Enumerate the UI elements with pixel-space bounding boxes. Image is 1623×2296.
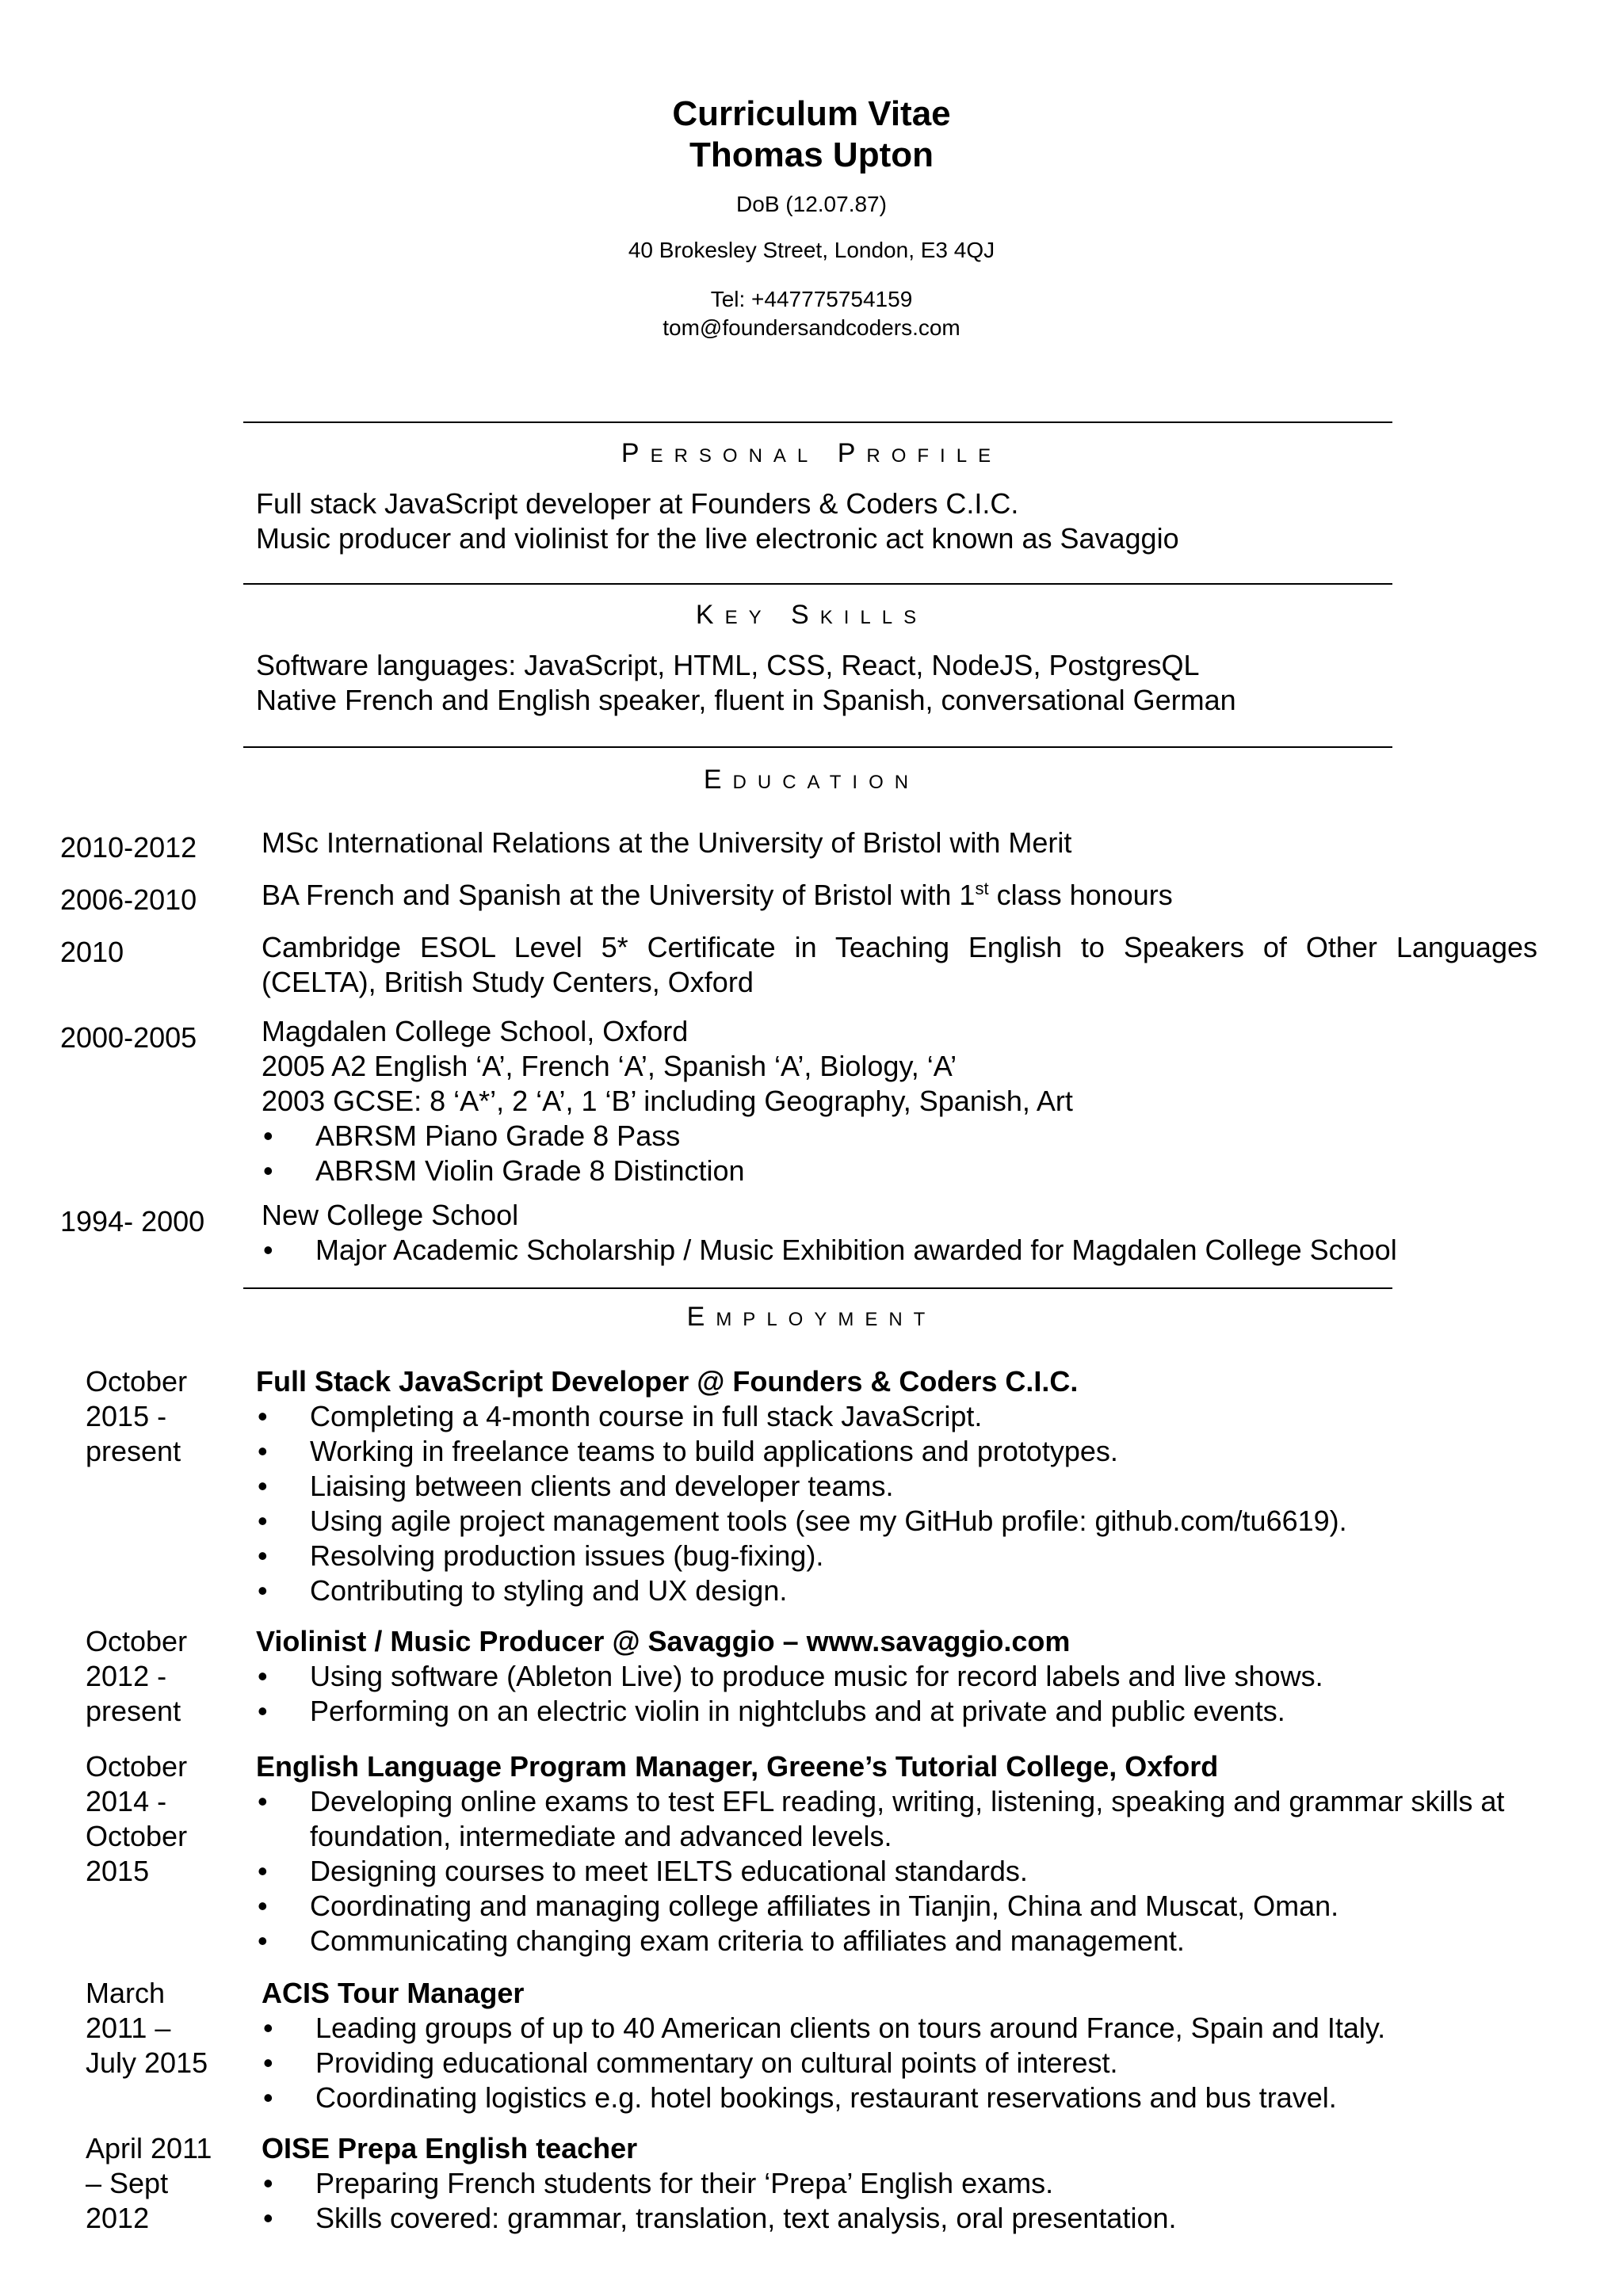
job-title: English Language Program Manager, Greene’s Tutorial College, Oxford [256, 1750, 1219, 1783]
employment-date-line: October [86, 1625, 188, 1657]
date-of-birth: DoB (12.07.87) [736, 192, 887, 216]
list-item [256, 1784, 1508, 1854]
list-item [256, 1434, 1540, 1469]
section-heading-education: Education [703, 765, 920, 795]
employment-date-line: 2015 - [86, 1400, 167, 1432]
bullet-icon: • [258, 1695, 268, 1727]
list-item [256, 1924, 1508, 1958]
education-date: 2000-2005 [60, 1021, 197, 1054]
employment-date-line: July 2015 [86, 2046, 208, 2079]
list-item-text: Using software (Ableton Live) to produce music for record labels and live shows. [310, 1660, 1323, 1692]
document-title: Curriculum Vitae [672, 94, 951, 133]
section-divider [243, 421, 1392, 423]
list-item [262, 1233, 1537, 1268]
list-item-text: Performing on an electric violin in nightclubs and at private and public events. [310, 1695, 1285, 1727]
list-item-text: Working in freelance teams to build applications and prototypes. [310, 1435, 1118, 1467]
employment-details [262, 2131, 1545, 2236]
bullet-icon: • [263, 2202, 273, 2234]
employment-details [256, 1364, 1540, 1608]
education-line: Magdalen College School, Oxford [262, 1015, 689, 1047]
list-item-text: Providing educational commentary on cultural points of interest. [315, 2046, 1118, 2079]
list-item-text: Skills covered: grammar, translation, text analysis, oral presentation. [315, 2202, 1177, 2234]
list-item-text: Communicating changing exam criteria to affiliates and management. [310, 1924, 1185, 1957]
skills-text [256, 648, 1236, 718]
address: 40 Brokesley Street, London, E3 4QJ [628, 238, 995, 262]
education-line-text: BA French and Spanish at the University of Bristol with 1 [262, 879, 976, 911]
bullet-icon: • [263, 1234, 273, 1266]
list-item-text: Using agile project management tools (see my GitHub profile: github.com/tu6619). [310, 1505, 1347, 1537]
list-item-text: Designing courses to meet IELTS educational standards. [310, 1855, 1028, 1887]
education-line: (CELTA), British Study Centers, Oxford [262, 966, 754, 998]
list-item-text: Coordinating logistics e.g. hotel bookings, restaurant reservations and bus travel. [315, 2081, 1337, 2114]
list-item [256, 1573, 1540, 1608]
employment-date-line: March [86, 1977, 166, 2009]
employment-date [86, 1976, 208, 2081]
section-divider [243, 1287, 1392, 1289]
employment-date-line: October [86, 1365, 188, 1398]
bullet-icon: • [258, 1890, 268, 1922]
skills-line: Software languages: JavaScript, HTML, CSS, React, NodeJS, PostgresQL [256, 649, 1200, 681]
education-details [262, 1014, 1537, 1188]
list-item-text: Completing a 4-month course in full stack JavaScript. [310, 1400, 983, 1432]
list-item [256, 1539, 1540, 1573]
employment-date-line: – Sept [86, 2167, 169, 2199]
list-item [262, 1119, 1537, 1154]
employment-date [86, 1749, 187, 1889]
section-divider [243, 746, 1392, 748]
list-item [262, 2046, 1545, 2081]
bullet-icon: • [258, 1435, 268, 1467]
person-name: Thomas Upton [689, 135, 934, 174]
job-title: ACIS Tour Manager [262, 1977, 525, 2009]
employment-date-line: 2011 – [86, 2012, 171, 2044]
list-item [256, 1504, 1540, 1539]
education-date: 1994- 2000 [60, 1205, 205, 1238]
employment-date [86, 1624, 187, 1729]
bullet-icon: • [263, 2167, 273, 2199]
skills-line: Native French and English speaker, fluent in Spanish, conversational German [256, 684, 1236, 716]
education-date: 2006-2010 [60, 883, 197, 916]
job-title: Violinist / Music Producer @ Savaggio – www.savaggio.com [256, 1625, 1071, 1657]
employment-date-line: 2012 [86, 2202, 150, 2234]
employment-date-line: present [86, 1695, 181, 1727]
job-title: Full Stack JavaScript Developer @ Founders & Coders C.I.C. [256, 1365, 1079, 1398]
education-details [262, 1198, 1537, 1268]
job-title: OISE Prepa English teacher [262, 2132, 638, 2164]
employment-date-line: April 2011 [86, 2132, 212, 2164]
profile-line: Full stack JavaScript developer at Founders & Coders C.I.C. [256, 487, 1019, 520]
bullet-icon: • [258, 1855, 268, 1887]
education-line: Cambridge ESOL Level 5* Certificate in Teaching English to Speakers of Other Languages [262, 931, 1537, 963]
list-item [262, 1154, 1537, 1188]
list-item-text: Resolving production issues (bug-fixing). [310, 1539, 824, 1572]
education-date: 2010-2012 [60, 831, 197, 864]
list-item-text: ABRSM Violin Grade 8 Distinction [315, 1154, 745, 1187]
section-divider [243, 583, 1392, 585]
section-heading-key-skills: Key Skills [695, 600, 928, 630]
list-item-text: Coordinating and managing college affiliates in Tianjin, China and Muscat, Oman. [310, 1890, 1339, 1922]
list-item [256, 1659, 1540, 1694]
bullet-icon: • [263, 2012, 273, 2044]
ordinal-suffix: st [975, 879, 989, 898]
bullet-icon: • [258, 1660, 268, 1692]
list-item [256, 1854, 1508, 1889]
education-line: 2003 GCSE: 8 ‘A*’, 2 ‘A’, 1 ‘B’ including Geography, Spanish, Art [262, 1085, 1073, 1117]
employment-details [256, 1749, 1508, 1958]
list-item-text: ABRSM Piano Grade 8 Pass [315, 1119, 681, 1152]
education-line: New College School [262, 1199, 519, 1231]
education-line-text: class honours [988, 879, 1173, 911]
profile-line: Music producer and violinist for the live electronic act known as Savaggio [256, 522, 1179, 555]
employment-date [86, 2131, 212, 2236]
list-item [256, 1469, 1540, 1504]
section-heading-personal-profile: Personal Profile [621, 438, 1002, 468]
employment-date-line: 2015 [86, 1855, 150, 1887]
employment-date-line: present [86, 1435, 181, 1467]
employment-date-line: October [86, 1750, 188, 1783]
bullet-icon: • [263, 1119, 273, 1152]
education-details [262, 930, 1537, 1000]
employment-details [262, 1976, 1545, 2115]
bullet-icon: • [263, 2081, 273, 2114]
employment-details [256, 1624, 1540, 1729]
list-item-text: Liaising between clients and developer teams. [310, 1470, 894, 1502]
education-line: MSc International Relations at the University of Bristol with Merit [262, 826, 1072, 859]
bullet-icon: • [258, 1505, 268, 1537]
list-item [262, 2166, 1545, 2201]
email: tom@foundersandcoders.com [663, 315, 960, 340]
cv-header [0, 93, 1623, 342]
bullet-icon: • [258, 1539, 268, 1572]
education-details [262, 878, 1537, 913]
list-item [262, 2081, 1545, 2115]
bullet-icon: • [263, 2046, 273, 2079]
list-item-text: Preparing French students for their ‘Prepa’ English exams. [315, 2167, 1054, 2199]
education-line: 2005 A2 English ‘A’, French ‘A’, Spanish ‘A’, Biology, ‘A’ [262, 1050, 957, 1082]
list-item-text: Contributing to styling and UX design. [310, 1574, 788, 1607]
telephone: Tel: +447775754159 [710, 287, 913, 311]
list-item-text: Developing online exams to test EFL reading, writing, listening, speaking and grammar skills at foundation, intermediate and advanced levels. [310, 1785, 1505, 1852]
bullet-icon: • [258, 1785, 268, 1817]
employment-date [86, 1364, 187, 1469]
employment-date-line: October [86, 1820, 188, 1852]
bullet-icon: • [258, 1924, 268, 1957]
education-details [262, 826, 1537, 860]
bullet-icon: • [258, 1574, 268, 1607]
bullet-icon: • [258, 1470, 268, 1502]
employment-date-line: 2012 - [86, 1660, 167, 1692]
education-date: 2010 [60, 936, 124, 968]
education-line [262, 878, 1537, 913]
section-heading-employment: Employment [686, 1302, 937, 1332]
list-item [262, 2011, 1545, 2046]
list-item-text: Major Academic Scholarship / Music Exhibition awarded for Magdalen College School [315, 1234, 1397, 1266]
list-item [262, 2201, 1545, 2236]
bullet-icon: • [258, 1400, 268, 1432]
bullet-icon: • [263, 1154, 273, 1187]
employment-date-line: 2014 - [86, 1785, 167, 1817]
list-item [256, 1889, 1508, 1924]
list-item [256, 1399, 1540, 1434]
list-item-text: Leading groups of up to 40 American clients on tours around France, Spain and Italy. [315, 2012, 1386, 2044]
profile-text [256, 486, 1179, 556]
list-item [256, 1694, 1540, 1729]
